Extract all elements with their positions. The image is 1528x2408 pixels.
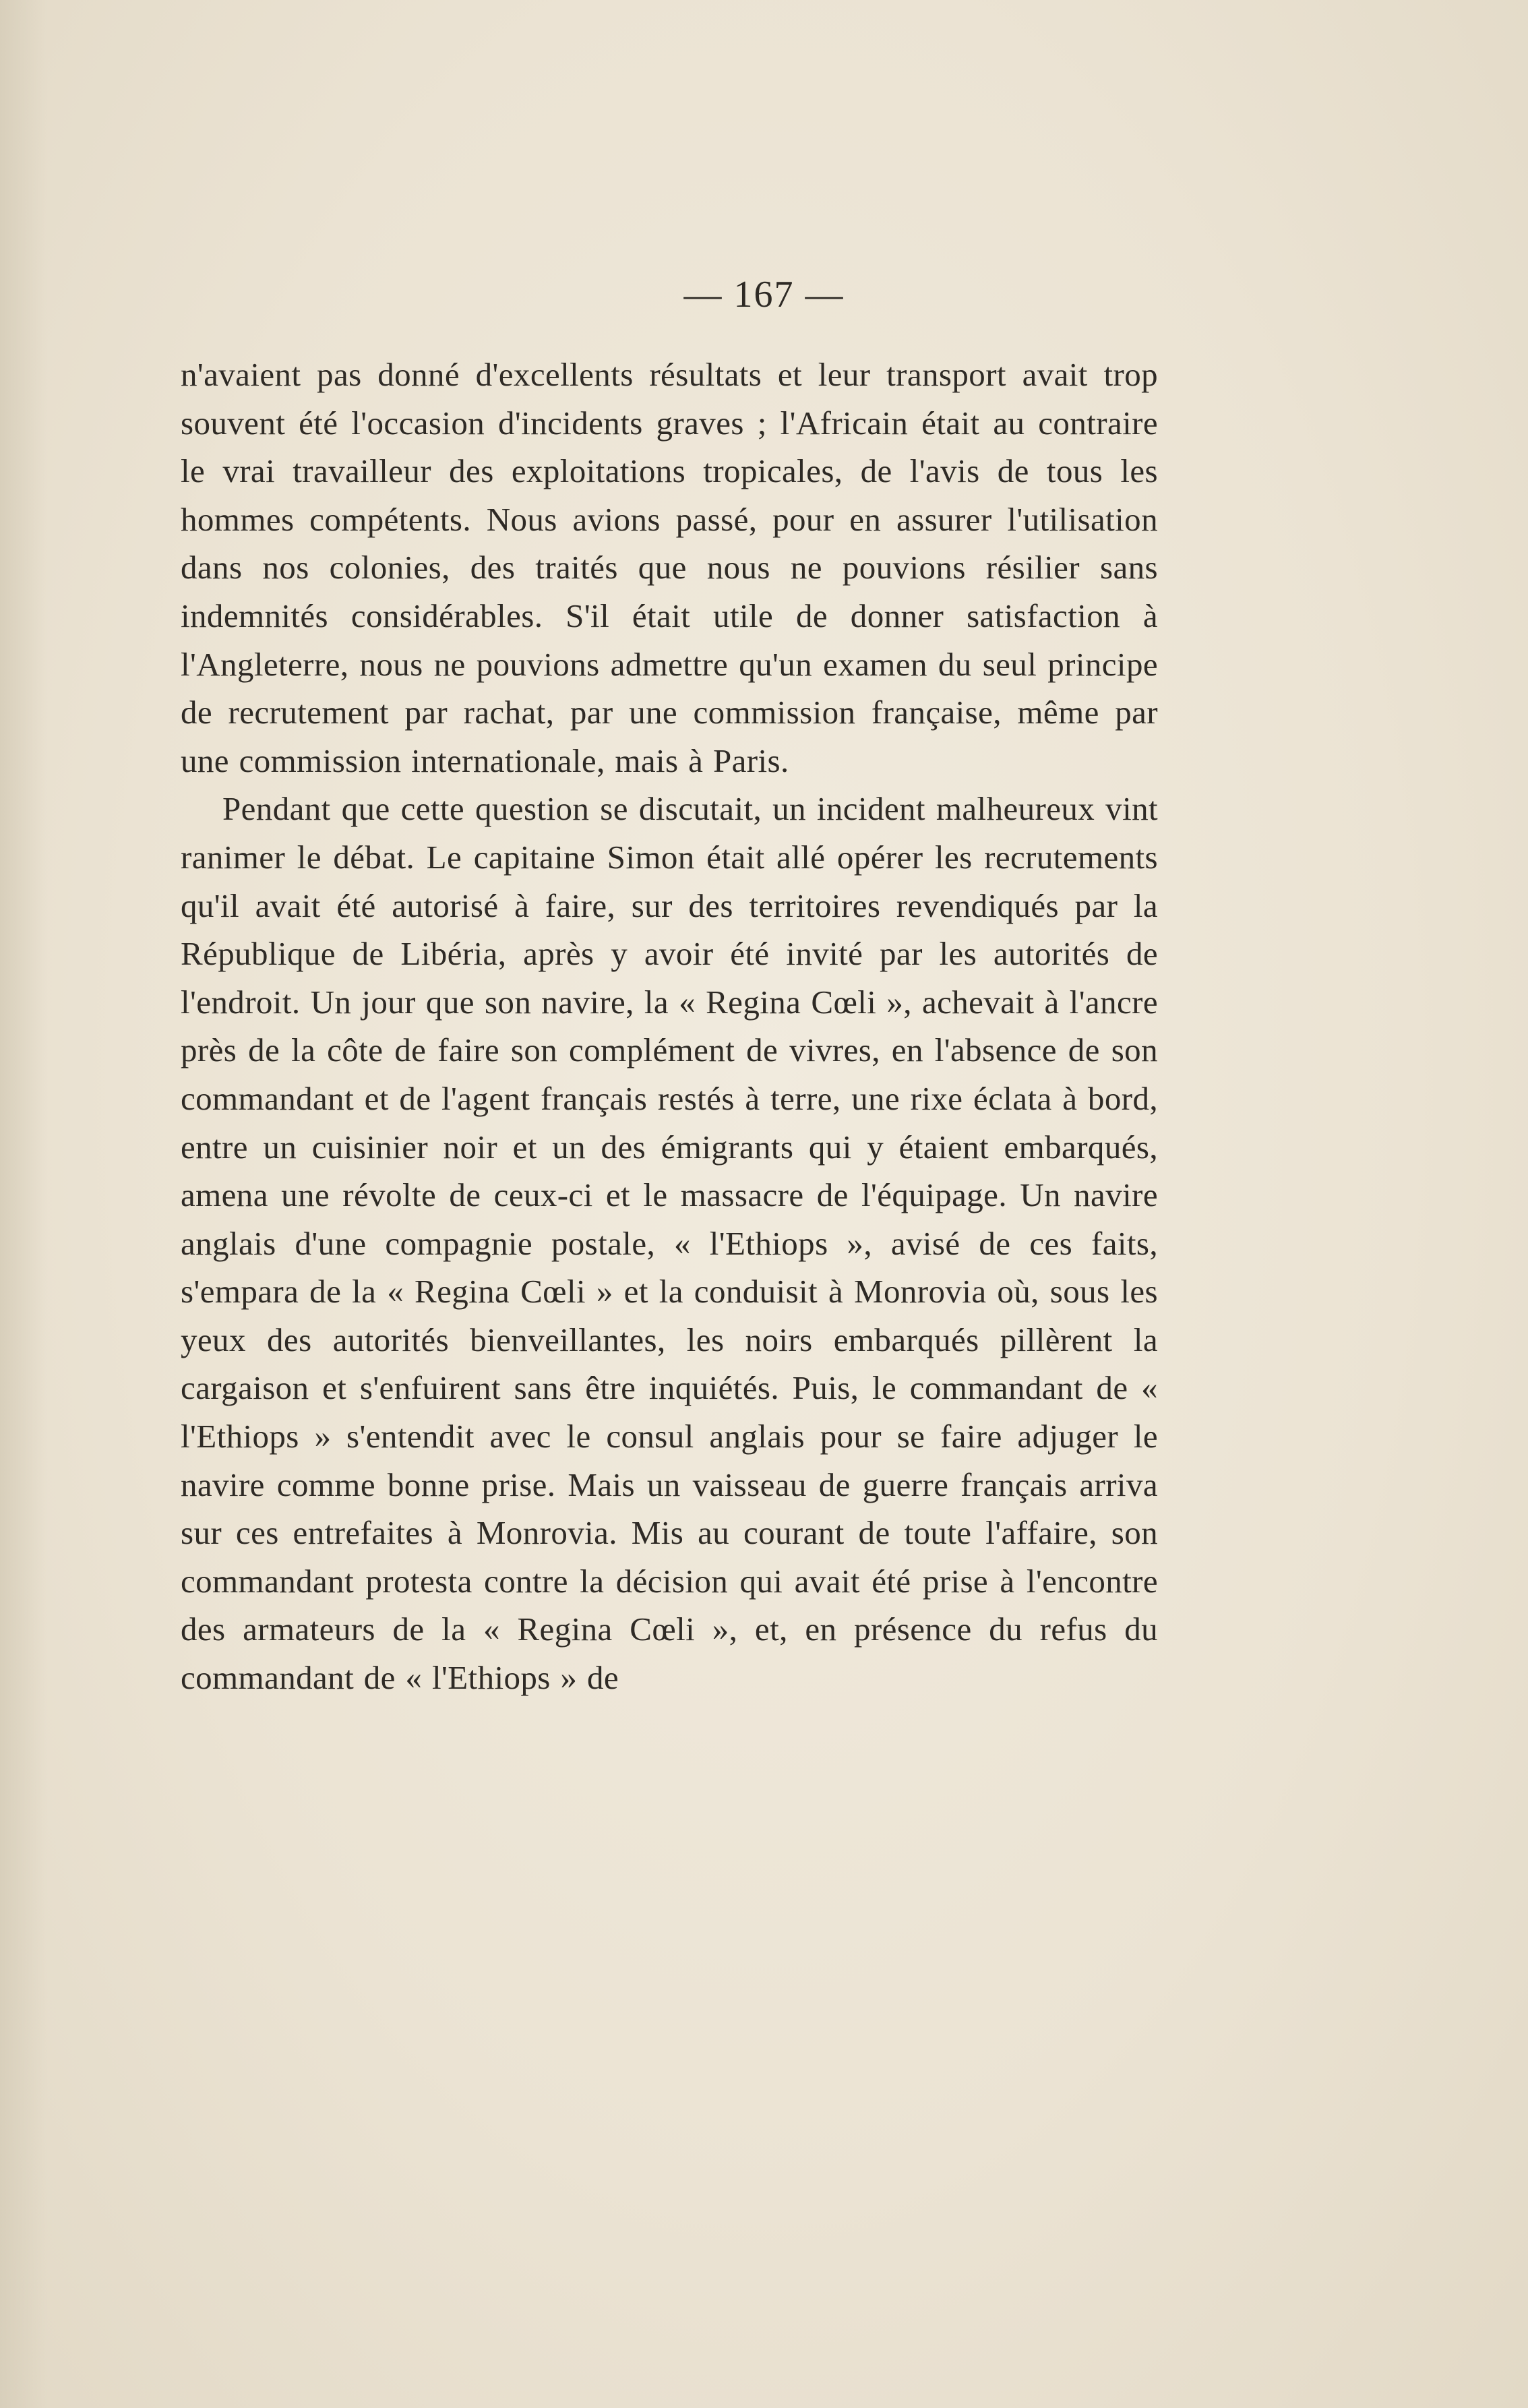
page-edge-shadow bbox=[0, 0, 47, 2408]
paragraph-2: Pendant que cette question se discutait, un incident malheureux vint ranimer le débat. Le capitaine Simon était allé opérer les recrutements qu'il avait été autorisé à faire, sur des territoires revendiqués par la République de Libéria, après y avoir été invité par les autorités de l'endroit. Un jour que son navire, la « Regina Cœli », achevait à l'ancre près de la côte de faire son complément de vivres, en l'absence de son commandant et de l'agent français restés à terre, une rixe éclata à bord, entre un cuisinier noir et un des émigrants qui y étaient embarqués, amena une révolte de ceux-ci et le massacre de l'équipage. Un navire anglais d'une compagnie postale, « l'Ethiops », avisé de ces faits, s'empara de la « Regina Cœli » et la conduisit à Monrovia où, sous les yeux des autorités bienveillantes, les noirs embarqués pillèrent la cargaison et s'enfuirent sans être inquiétés. Puis, le commandant de « l'Ethiops » s'entendit avec le consul anglais pour se faire adjuger le navire comme bonne prise. Mais un vaisseau de guerre français arriva sur ces entrefaites à Monrovia. Mis au courant de toute l'affaire, son commandant protesta contre la décision qui avait été prise à l'encontre des armateurs de la « Regina Cœli », et, en présence du refus du commandant de « l'Ethiops » de bbox=[181, 790, 1158, 1697]
paragraph-1: n'avaient pas donné d'excellents résultats et leur transport avait trop souvent été l'occasion d'incidents graves ; l'Africain était au contraire le vrai travailleur des exploitations tropicales, de l'avis de tous les hommes compétents. Nous avions passé, pour en assurer l'utilisation dans nos colonies, des traités que nous ne pouvions résilier sans indemnités considérables. S'il était utile de donner satisfaction à l'Angleterre, nous ne pouvions admettre qu'un examen du seul principe de recrutement par rachat, par une commission française, même par une commission internationale, mais à Paris. bbox=[181, 356, 1158, 779]
page-number: — 167 — bbox=[683, 274, 845, 315]
body-text bbox=[181, 351, 1158, 1702]
